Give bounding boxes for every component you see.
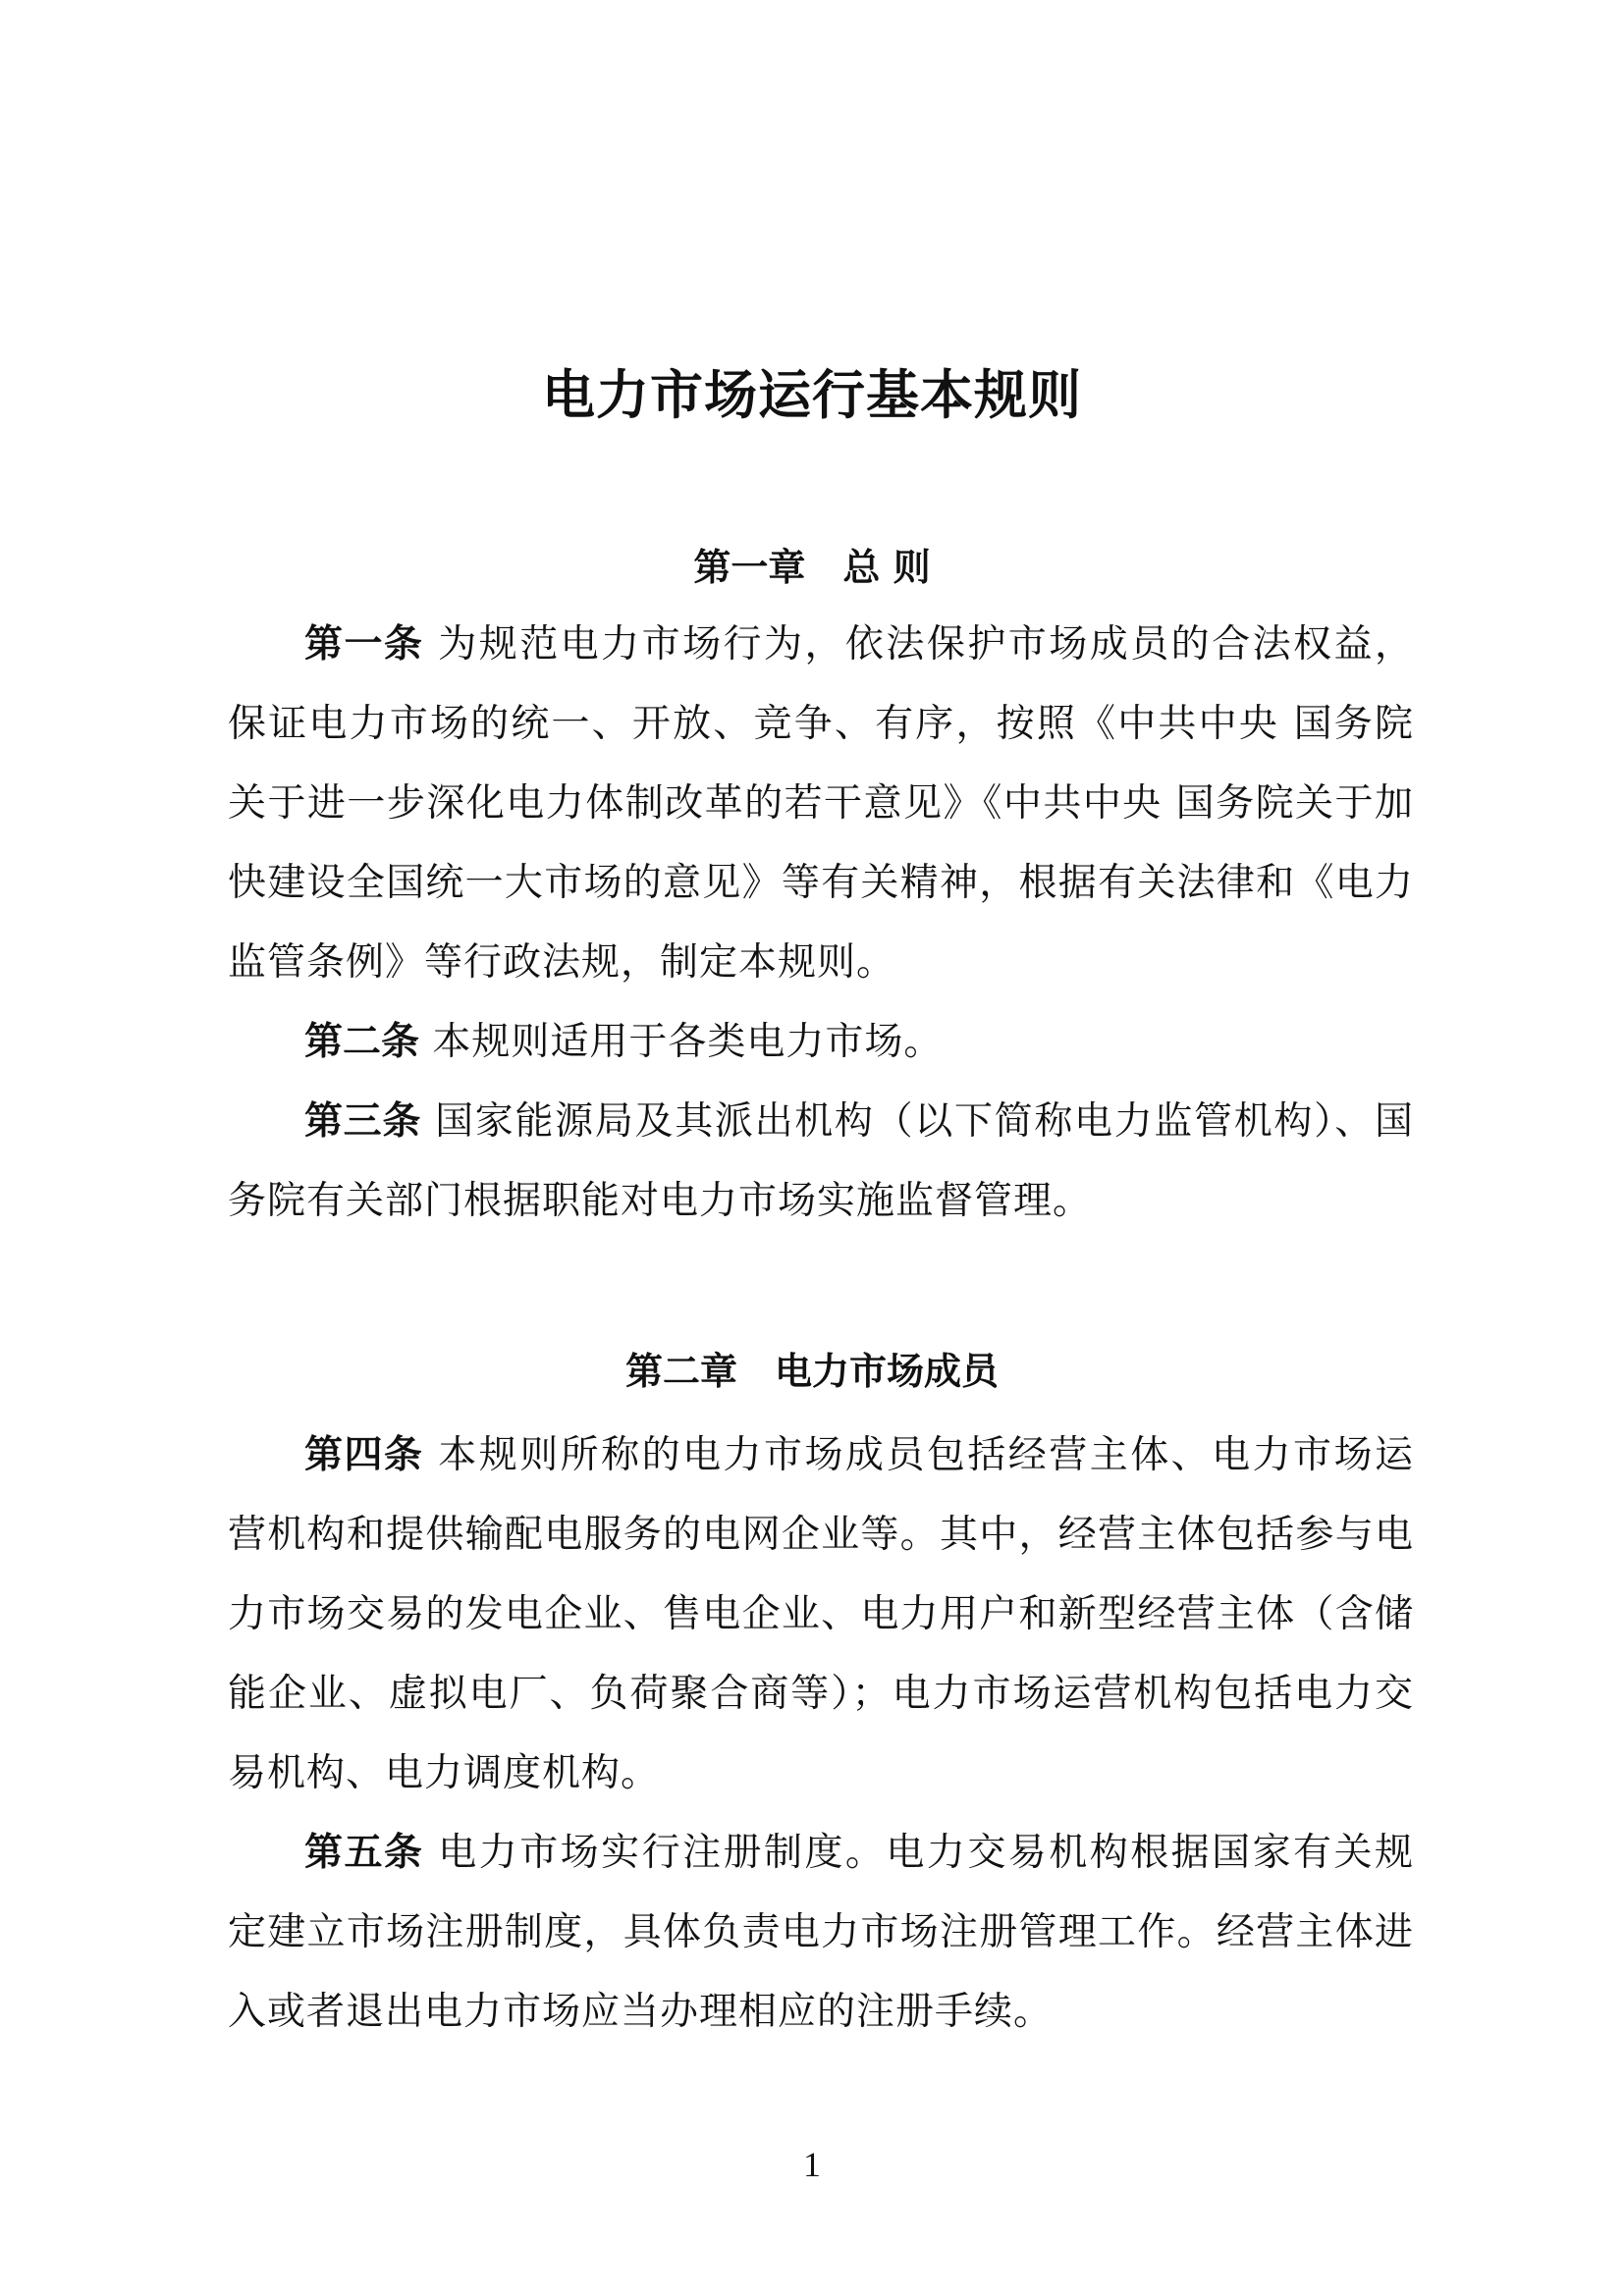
article-4 xyxy=(228,1415,1414,1813)
article-1-text: 为规范电力市场行为，依法保护市场成员的合法权益，保证电力市场的统一、开放、竞争、有序，按照《中共中央 国务院关于进一步深化电力体制改革的若干意见》《中共中央 国务院关于加快建设全国统一大市场的意见》等有关精神，根据有关法律和《电力监管条例》等行政法规，制定本规则。 xyxy=(228,622,1414,985)
document-title: 电力市场运行基本规则 xyxy=(542,363,1082,426)
article-2-label: 第二条 xyxy=(304,1020,420,1064)
article-3-text: 国家能源局及其派出机构（以下简称电力监管机构）、国务院有关部门根据职能对电力市场实施监督管理。 xyxy=(228,1099,1414,1223)
article-2 xyxy=(228,1002,1414,1082)
article-3-label: 第三条 xyxy=(304,1099,422,1144)
article-5-label: 第五条 xyxy=(304,1831,424,1875)
article-1-label: 第一条 xyxy=(304,622,424,667)
chapter-1-title: 第一章 总 则 xyxy=(693,546,931,589)
article-4-text: 本规则所称的电力市场成员包括经营主体、电力市场运营机构和提供输配电服务的电网企业等。其中，经营主体包括参与电力市场交易的发电企业、售电企业、电力用户和新型经营主体（含储能企业、虚拟电厂、负荷聚合商等）；电力市场运营机构包括电力交易机构、电力调度机构。 xyxy=(228,1433,1414,1795)
article-5 xyxy=(228,1813,1414,2052)
article-1 xyxy=(228,605,1414,1002)
article-4-label: 第四条 xyxy=(304,1433,424,1477)
article-2-text: 本规则适用于各类电力市场。 xyxy=(432,1020,944,1064)
article-3 xyxy=(228,1082,1414,1241)
page-number: 1 xyxy=(803,2145,821,2184)
article-5-text: 电力市场实行注册制度。电力交易机构根据国家有关规定建立市场注册制度，具体负责电力市场注册管理工作。经营主体进入或者退出电力市场应当办理相应的注册手续。 xyxy=(228,1831,1414,2034)
chapter-2-title: 第二章 电力市场成员 xyxy=(624,1350,999,1393)
